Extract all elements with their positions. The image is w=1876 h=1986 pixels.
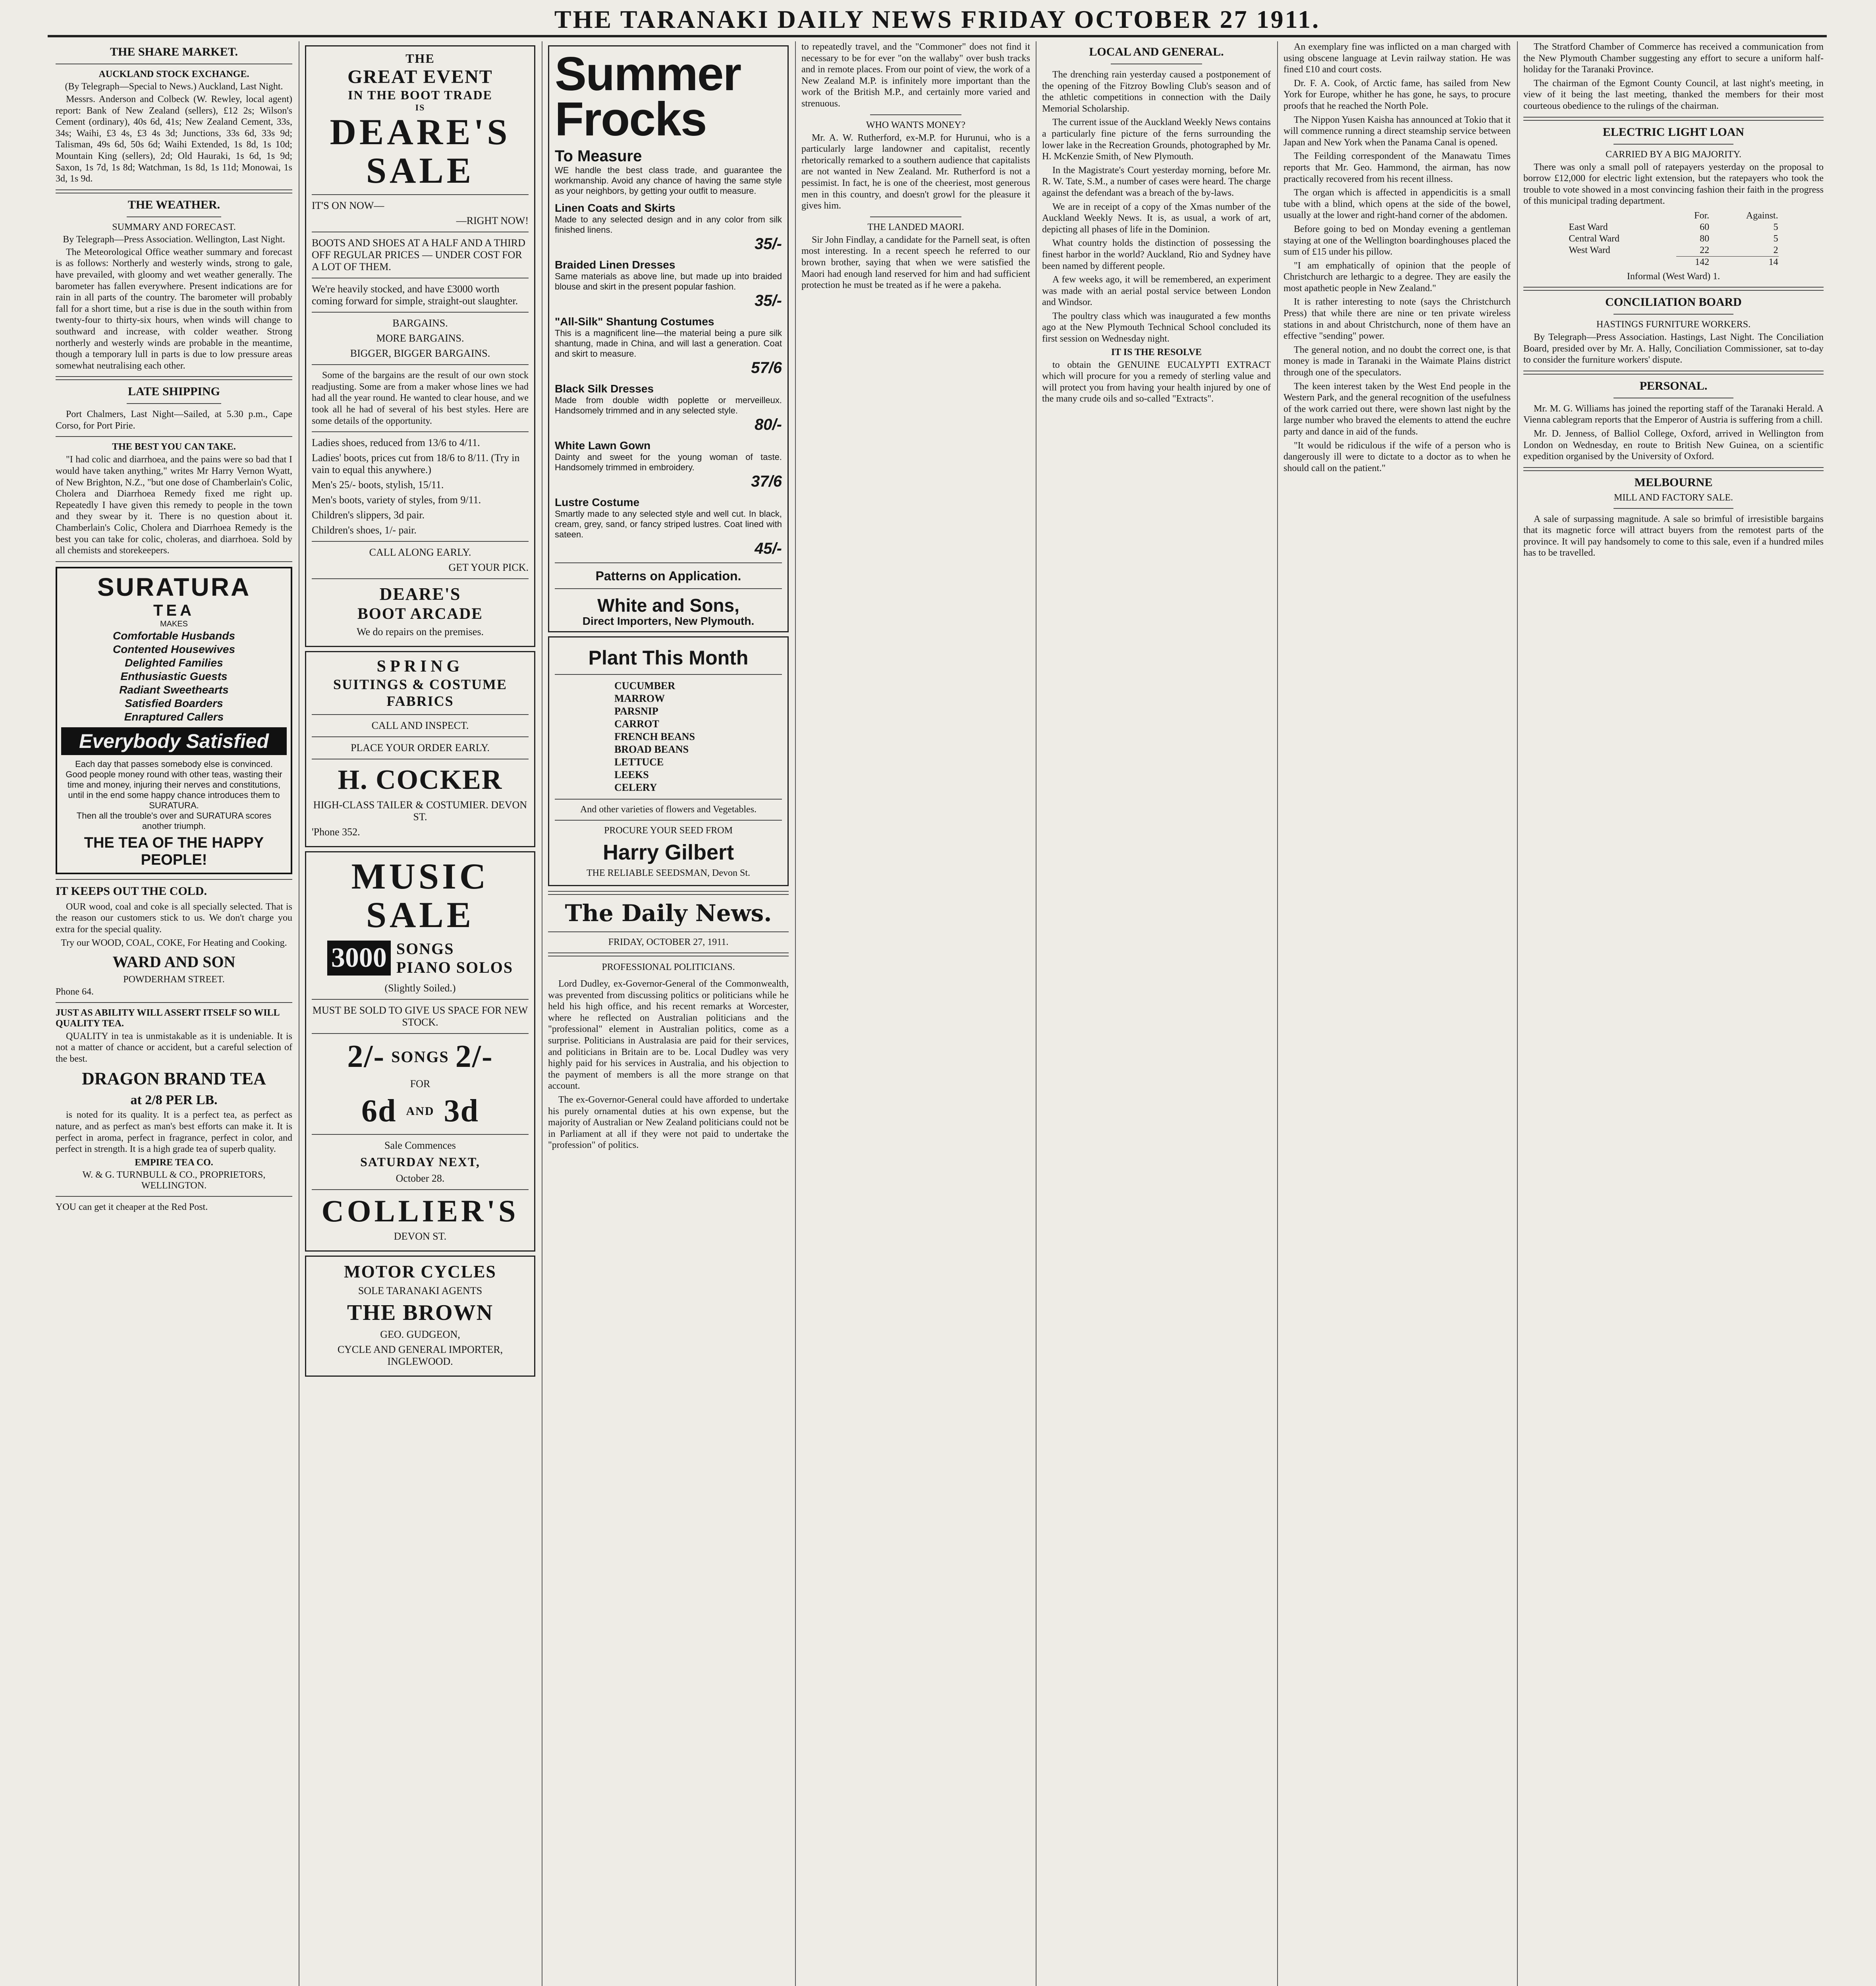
price-2s: 2/- (347, 1039, 385, 1074)
conciliation-sub: HASTINGS FURNITURE WORKERS. (1596, 319, 1751, 330)
boot-trade: IN THE BOOT TRADE (348, 88, 492, 102)
plant-item: PARSNIP (614, 705, 658, 717)
the-brown: THE BROWN (347, 1300, 494, 1325)
suratura-makes: MAKES (160, 619, 188, 628)
column-6 (1283, 41, 1511, 1986)
suratura-tea: TEA (153, 601, 195, 619)
news-paragraph: We are in receipt of a copy of the Xmas number of the Auckland Weekly News. It is, as usual, a work of art, depicting all phases of life in the Dominion. (1042, 201, 1271, 235)
stock-note: We're heavily stocked, and have £3000 worth coming forward for simple, straight-out slaughter. (312, 283, 518, 307)
sole-agents: SOLE TARANAKI AGENTS (358, 1285, 483, 1297)
stock-exchange-heading: AUCKLAND STOCK EXCHANGE. (98, 69, 249, 79)
divider (1523, 467, 1824, 471)
summer-intro: WE handle the best class trade, and guarantee the workmanship. Avoid any chance of having the same style as your neighbors, by getting your outfit to measure. (555, 165, 782, 196)
poll-row (1568, 222, 1778, 233)
shipping-heading: LATE SHIPPING (128, 385, 220, 398)
divider (555, 799, 782, 800)
item-price: 80/- (755, 416, 782, 433)
white-and-sons-sub: Direct Importers, New Plymouth. (582, 615, 755, 627)
colliers-music-sale-advert (305, 851, 535, 1252)
divider (870, 216, 961, 217)
poll-table (1568, 210, 1778, 268)
poll-ward: West Ward (1569, 245, 1610, 256)
divider (127, 403, 221, 404)
melbourne-sub: MILL AND FACTORY SALE. (1614, 492, 1733, 503)
cocker-sub: HIGH-CLASS TAILER & COSTUMIER. DEVON ST. (313, 799, 527, 823)
sale-commences: Sale Commences (384, 1140, 456, 1151)
great-event: GREAT EVENT (347, 66, 493, 87)
informal-votes: Informal (West Ward) 1. (1627, 271, 1720, 282)
news-paragraph: The current issue of the Auckland Weekly News contains a particularly fine picture of the ferns surrounding the lower lake in the Recreation Grounds, photographed by Mr. H. McKenzie Smith, of New Plymouth. (1042, 117, 1271, 162)
news-paragraph: The keen interest taken by the West End people in the Western Park, and the general recognition of the usefulness of the work carried out there, were shown last night by the large number who braved the elements to attend the euchre party and dance in aid of the funds. (1283, 381, 1511, 437)
poll-ward: Central Ward (1569, 233, 1619, 244)
dragon-price: at 2/8 PER LB. (130, 1093, 218, 1108)
price-item: Children's slippers, 3d pair. (312, 509, 425, 521)
suratura-line: Contented Housewives (112, 643, 235, 655)
item-text: Same materials as above line, but made up into braided blouse and skirt in the present popular fashion. (555, 271, 782, 292)
masthead: THE TARANAKI DAILY NEWS FRIDAY OCTOBER 27 1911. (554, 5, 1320, 33)
leader-paragraph: The ex-Governor-General could have afforded to undertake his purely ornamental duties at his own expense, but the majority of Australian or New Zealand politicians could not be in Parliament at all if they were not paid to undertake the "profession" of politics. (548, 1094, 789, 1151)
divider (312, 364, 529, 365)
place-order: PLACE YOUR ORDER EARLY. (351, 742, 490, 754)
landed-maori-heading: THE LANDED MAORI. (867, 222, 964, 232)
plant-item: CARROT (614, 718, 659, 730)
editorial-date: FRIDAY, OCTOBER 27, 1911. (608, 937, 729, 947)
sale-body: Some of the bargains are the result of our own stock readjusting. Some are from a maker whose lines we had had all the year round. He wanted to clear house, and we took all he had of several of his best styles. Here are some details of the opportunity. (312, 370, 529, 426)
news-paragraph: The general notion, and no doubt the correct one, is that money is made in Taranaki in the Waimate Plains district through one of the speculators. (1283, 344, 1511, 378)
divider (870, 114, 961, 115)
divider (1614, 508, 1733, 509)
plant-item: LEEKS (614, 769, 649, 780)
column-1 (56, 41, 292, 1986)
deares-title: DEARE'S (330, 112, 511, 152)
electric-light-paragraph: There was only a small poll of ratepayers yesterday on the proposal to borrow £12,000 for electric light extension, but the ratepayers who took the trouble to vote showed in a most convincing fashion their faith in the progress of this municipal trading department. (1523, 162, 1824, 207)
plant-this-month-advert (548, 636, 789, 886)
is-label: IS (415, 102, 425, 112)
must-be-sold: MUST BE SOLD TO GIVE US SPACE FOR NEW STOCK. (312, 1005, 528, 1028)
divider (555, 674, 782, 675)
everybody-satisfied-banner: Everybody Satisfied (61, 727, 287, 755)
suratura-text: Then all the trouble's over and SURATURA scores another triumph. (76, 810, 272, 831)
divider (312, 999, 529, 1000)
item-price: 37/6 (751, 473, 782, 490)
price-item: Children's shoes, 1/- pair. (312, 524, 417, 536)
electric-light-sub: CARRIED BY A BIG MAJORITY. (1605, 149, 1742, 160)
bigger-bargains: BIGGER, BIGGER BARGAINS. (350, 348, 490, 359)
divider (555, 562, 782, 563)
and-label: AND (406, 1104, 434, 1118)
songs-piano (396, 939, 513, 977)
divider (312, 714, 529, 715)
item-price: 57/6 (751, 359, 782, 377)
plant-item: CELERY (614, 782, 657, 793)
masthead-rule (48, 35, 1827, 37)
coal-advert: OUR wood, coal and coke is all specially selected. That is the reason our customers stick to us. We don't charge you extra for the special quality. (56, 901, 292, 935)
count-3000: 3000 (327, 941, 391, 976)
fabrics: FABRICS (386, 693, 454, 709)
poll-col-for: For. (1694, 210, 1710, 221)
news-paragraph: What country holds the distinction of possessing the finest harbor in the world? Auckland, Rio and Sydney have been named by different people. (1042, 238, 1271, 271)
poll-against: 5 (1773, 222, 1778, 232)
column-7 (1523, 41, 1824, 1986)
call-inspect: CALL AND INSPECT. (371, 720, 469, 732)
item-heading: "All-Silk" Shantung Costumes (555, 315, 714, 328)
divider (56, 189, 292, 193)
column-5 (1042, 41, 1271, 1986)
news-paragraph: "I am emphatically of opinion that the people of Christchurch are lethargic to a degree. They are easily the most apathetic people in New Zealand." (1283, 260, 1511, 294)
suratura-name: SURATURA (97, 572, 251, 601)
frocks-title: Frocks (555, 93, 706, 146)
suitings: SUITINGS & COSTUME (333, 676, 508, 693)
suratura-text: Good people money round with other teas, wasting their time and money, injuring their nerves and constitutions, until in the end some happy chance introduces them to SURATURA. (66, 769, 282, 810)
slightly-soiled: (Slightly Soiled.) (384, 982, 456, 994)
item-text: Smartly made to any selected style and well cut. In black, cream, grey, sand, or fancy striped lustres. Coat lined with sateen. (555, 509, 782, 539)
plant-item: FRENCH BEANS (614, 731, 695, 742)
poll-col-against: Against. (1746, 210, 1778, 221)
dragon-text: is noted for its quality. It is a perfect tea, as perfect as nature, and as perfect as man's best efforts can make it. It is perfect in aroma, perfect in fragrance, perfect in color, and perfect in strength. It is a high grade tea of superb quality. (56, 1110, 292, 1155)
conciliation-paragraph: By Telegraph—Press Association. Hastings, Last Night. The Conciliation Board, presided over by Mr. A. Hally, Conciliation Commissioner, sat to-day to consider the furniture workers' dispute. (1523, 332, 1824, 365)
suratura-slogan: THE TEA OF THE HAPPY PEOPLE! (84, 834, 264, 868)
divider (56, 1196, 292, 1197)
weather-heading: THE WEATHER. (127, 198, 220, 211)
divider (56, 879, 292, 880)
divider (1523, 371, 1824, 375)
divider (312, 578, 529, 579)
divider (312, 1189, 529, 1190)
half-price: BOOTS AND SHOES AT A HALF AND A THIRD OFF REGULAR PRICES — UNDER COST FOR A LOT OF THEM. (312, 237, 525, 273)
electric-light-heading: ELECTRIC LIGHT LOAN (1602, 125, 1745, 139)
shipping-report: Port Chalmers, Last Night—Sailed, at 5.30 p.m., Cape Corso, for Port Pirie. (56, 409, 292, 431)
divider (1614, 314, 1733, 315)
stock-report: Messrs. Anderson and Colbeck (W. Rewley, local agent) report: Bank of New Zealand (sellers), £12 2s; Wilson's Cement (ordinary), 40s 6d, 41s; New Zealand Cement, 33s, 34s; Waihi, £3 4s, £3 4s 3d; Junctions, 33s 6d, 33s 9d; Talisman, 49s 6d, 50s 6d; Waihi Extended, 1s 8d, 1s 10d; Mountain King (sellers), 2d; Old Hauraki, 1s 6d, 1s 9d; Saxon, 1s 7d, 1s 8d; Watchman, 1s 8d, 1s 11d; Monowai, 1s 3d, 1s 9d. (56, 94, 292, 184)
dateline: By Telegraph—Press Association. Wellington, Last Night. (63, 234, 285, 245)
poll-header-row (1568, 210, 1778, 222)
news-paragraph: The Feilding correspondent of the Manawatu Times reports that Mr. Geo. Hammond, the airman, has now practically recovered from his recent illness. (1283, 151, 1511, 184)
news-paragraph: The drenching rain yesterday caused a postponement of the opening of the Fitzroy Bowling Club's season and of the athletic competitions in connection with the Daily Memorial Scholarship. (1042, 70, 1271, 114)
white-and-sons: White and Sons, (597, 595, 739, 616)
column-rule (795, 41, 796, 1986)
songs-label: SONGS (391, 1048, 449, 1066)
price-2s: 2/- (455, 1039, 493, 1074)
poll-against: 5 (1773, 233, 1778, 244)
music-sale-title: SALE (366, 894, 475, 935)
harry-gilbert: Harry Gilbert (602, 840, 734, 864)
column-rule (1277, 41, 1278, 1986)
item-text: This is a magnificent line—the material being a pure silk shantung, made in China, and will last a generation. Coat and skirt to measure. (555, 328, 782, 359)
cocker-tailor-advert (305, 651, 535, 847)
poll-row (1568, 245, 1778, 257)
melbourne-paragraph: A sale of surpassing magnitude. A sale so brimful of irresistible bargains that its magnetic force will attract buyers from the remotest parts of the province. It will pay handsomely to come to this sale, even if a hundred miles has to be travelled. (1523, 514, 1824, 558)
resolve-heading: IT IS THE RESOLVE (1111, 347, 1202, 357)
quality-tea-text: QUALITY in tea is unmistakable as it is undeniable. It is not a matter of chance or accident, but a careful selection of the best. (56, 1031, 292, 1064)
suratura-line: Radiant Sweethearts (119, 683, 229, 696)
poll-ward: East Ward (1569, 222, 1608, 232)
ward-address: POWDERHAM STREET. (123, 974, 225, 985)
colliers-address: DEVON ST. (394, 1231, 447, 1242)
news-paragraph: A few weeks ago, it will be remembered, an experiment was made with an aerial postal service between London and Windsor. (1042, 274, 1271, 308)
personal-paragraph: Mr. M. G. Williams has joined the reporting staff of the Taranaki Herald. A Vienna cablegram reports that the Emperor of Austria is suffering from a chill. (1523, 403, 1824, 425)
local-general-heading: LOCAL AND GENERAL. (1089, 45, 1224, 58)
cycle-importer: CYCLE AND GENERAL IMPORTER, INGLEWOOD. (337, 1344, 503, 1368)
poll-against: 2 (1773, 245, 1778, 255)
poll-for: 80 (1700, 233, 1710, 244)
quality-tea-heading: JUST AS ABILITY WILL ASSERT ITSELF SO WILL QUALITY TEA. (56, 1007, 280, 1029)
divider (312, 736, 529, 737)
poll-row (1568, 233, 1778, 245)
procure-seed: PROCURE YOUR SEED FROM (604, 825, 733, 836)
get-pick: GET YOUR PICK. (448, 562, 529, 574)
plant-heading: Plant This Month (588, 647, 749, 669)
divider (56, 436, 292, 437)
plant-item: BROAD BEANS (614, 744, 689, 755)
divider (127, 216, 221, 217)
item-text: Made to any selected design and in any color from silk finished linens. (555, 214, 782, 235)
boot-arcade: BOOT ARCADE (357, 605, 483, 623)
column-4 (801, 41, 1030, 1986)
right-now: —RIGHT NOW! (456, 215, 529, 227)
item-price: 35/- (755, 292, 782, 309)
news-paragraph: An exemplary fine was inflicted on a man charged with using obscene language at Levin railway station. He was fined £10 and court costs. (1283, 42, 1511, 75)
ward-and-son: WARD AND SON (112, 952, 235, 971)
poll-total-for: 142 (1676, 256, 1710, 268)
spring: SPRING (376, 657, 464, 676)
deares-sale-advert (305, 45, 535, 647)
on-now: IT'S ON NOW— (312, 200, 384, 212)
melbourne-heading: MELBOURNE (1634, 475, 1713, 489)
plant-item: LETTUCE (614, 756, 664, 768)
colliers-name: COLLIER'S (321, 1194, 519, 1229)
divider (56, 561, 292, 562)
empire-proprietors: W. & G. TURNBULL & CO., PROPRIETORS, WELLINGTON. (82, 1169, 266, 1191)
item-price: 45/- (755, 540, 782, 557)
news-paragraph: The chairman of the Egmont County Council, at last night's meeting, in view of it being the last meeting, thanked the members for their most courteous obedience to the rulings of the chairman. (1523, 78, 1824, 111)
divider (312, 312, 529, 313)
summer-frocks-advert (548, 45, 789, 632)
remedy-heading: THE BEST YOU CAN TAKE. (112, 442, 236, 452)
poll-total-against: 14 (1710, 256, 1778, 268)
sale-title: SALE (366, 150, 475, 191)
divider (56, 376, 292, 380)
conciliation-heading: CONCILIATION BOARD (1605, 295, 1742, 309)
more-bargains: MORE BARGAINS. (376, 332, 464, 344)
price-item: Ladies' boots, prices cut from 18/6 to 8/11. (Try in vain to equal this anywhere.) (312, 452, 520, 476)
songs-row (312, 939, 529, 977)
poll-total-row (1568, 256, 1778, 268)
price-3d: 3d (444, 1093, 479, 1129)
music-title: MUSIC (351, 856, 489, 897)
motor-cycles: MOTOR CYCLES (344, 1262, 496, 1282)
gudgeon: GEO. GUDGEON, (380, 1329, 460, 1341)
songs: SONGS (396, 940, 454, 958)
price-item: Men's 25/- boots, stylish, 15/11. (312, 479, 444, 491)
item-heading: Braided Linen Dresses (555, 259, 676, 271)
share-market-heading: THE SHARE MARKET. (110, 45, 238, 58)
divider (548, 931, 789, 932)
divider (1523, 117, 1824, 121)
cocker-phone: 'Phone 352. (312, 826, 360, 838)
dateline: (By Telegraph—Special to News.) Auckland, Last Night. (65, 81, 283, 92)
divider (548, 891, 789, 895)
suratura-line: Enraptured Callers (124, 710, 224, 723)
price-6d: 6d (361, 1093, 397, 1129)
empire-tea: EMPIRE TEA CO. (135, 1157, 213, 1168)
suratura-line: Delighted Families (125, 656, 223, 669)
divider (312, 541, 529, 542)
sale-date: October 28. (396, 1173, 445, 1184)
landed-maori-paragraph: Sir John Findlay, a candidate for the Parnell seat, is often most interesting. In a recent speech he referred to our brown brother, saying that when we were satisfied the Maori had enough land reserved for him and had sufficient protection he must be treated as if he were a pakeha. (801, 234, 1030, 291)
piano-solos: PIANO SOLOS (396, 958, 513, 977)
suratura-line: Satisfied Boarders (125, 697, 223, 709)
dragon-brand-tea: DRAGON BRAND TEA (82, 1069, 266, 1089)
money-heading: WHO WANTS MONEY? (866, 120, 966, 130)
suratura-line: Comfortable Husbands (112, 629, 235, 642)
news-paragraph: The Stratford Chamber of Commerce has received a communication from the New Plymouth Chamber suggesting any effort to secure a uniform half-holiday for the Taranaki Province. (1523, 42, 1824, 75)
summer-title: Summer (555, 47, 741, 100)
item-heading: Lustre Costume (555, 496, 640, 508)
daily-news-nameplate: The Daily News. (565, 900, 772, 927)
item-text: Made from double width poplette or merveilleux. Handsomely trimmed and in any selected style. (555, 395, 782, 415)
coal-intro: IT KEEPS OUT THE COLD. (56, 884, 207, 898)
repairs-note: We do repairs on the premises. (357, 626, 484, 638)
poll-for: 60 (1700, 222, 1710, 232)
other-varieties: And other varieties of flowers and Vegetables. (580, 804, 757, 815)
divider (312, 1033, 529, 1034)
news-paragraph: In the Magistrate's Court yesterday morning, before Mr. R. W. Tate, S.M., a number of cases were heard. The charge against the defendant was a breach of the by-laws. (1042, 165, 1271, 198)
editorial-continued: to repeatedly travel, and the "Commoner" does not find it necessary to be for ever "on the wallaby" over bush tracks and in remote places. From our point of view, the work of a New Zealand M.P. is infinitely more important than the work of the British M.P., and certainly more varied and strenuous. (801, 42, 1030, 109)
weather-subheading: SUMMARY AND FORECAST. (112, 222, 236, 232)
plant-item: MARROW (614, 693, 665, 704)
divider (312, 431, 529, 432)
item-text: Dainty and sweet for the young woman of taste. Handsomely trimmed in embroidery. (555, 452, 782, 472)
divider (555, 820, 782, 821)
suratura-text: Each day that passes somebody else is convinced. (75, 759, 273, 769)
to-measure: To Measure (555, 147, 642, 165)
price-row-2 (312, 1093, 529, 1129)
item-heading: White Lawn Gown (555, 439, 651, 452)
plant-item: CUCUMBER (614, 680, 676, 692)
personal-paragraph: Mr. D. Jenness, of Balliol College, Oxford, arrived in Wellington from London on Wednesday, en route to British New Guinea, on a scientific expedition organised by the University of Oxford. (1523, 428, 1824, 462)
leader-paragraph: Lord Dudley, ex-Governor-General of the Commonwealth, was prevented from discussing politics or politicians while he held his high office, and his recent remarks at Worcester, where he reflected on Australian politicians and the "professional" element in Australian politics, come as a surprise. Politicians in Australasia are paid for their services, and politicians in Britain are to be. Local Dudley was very highly paid for his services in Australia, and his objection to the payment of members is all the more strange on that account. (548, 979, 789, 1092)
call-early: CALL ALONG EARLY. (369, 547, 471, 558)
saturday-next: SATURDAY NEXT, (360, 1155, 480, 1169)
item-price: 35/- (755, 235, 782, 253)
seedsman: THE RELIABLE SEEDSMAN, Devon St. (587, 868, 750, 878)
price-row-1 (312, 1039, 529, 1075)
divider (56, 1002, 292, 1003)
news-paragraph: "It would be ridiculous if the wife of a person who is dangerously ill were to dictate to a doctor as to when he should call on the patient." (1283, 440, 1511, 473)
news-paragraph: The Nippon Yusen Kaisha has announced at Tokio that it will commence running a direct steamship service between Japan and New York when the Panama Canal is opened. (1283, 114, 1511, 148)
price-item: Men's boots, variety of styles, from 9/11. (312, 494, 481, 506)
divider (1523, 287, 1824, 291)
cocker-name: H. COCKER (338, 765, 503, 796)
divider (1614, 144, 1733, 145)
suratura-line: Enthusiastic Guests (120, 670, 228, 682)
news-paragraph: It is rather interesting to note (says the Christchurch Press) that while there are nine or ten private wireless stations in and about Christchurch, none of them have an effective "sending" power. (1283, 297, 1511, 342)
suratura-tea-advert (56, 567, 292, 874)
news-paragraph: The poultry class which was inaugurated a few months ago at the New Plymouth Technical School concluded its first session on Wednesday night. (1042, 311, 1271, 344)
weather-report: The Meteorological Office weather summary and forecast is as follows: Northerly and westerly winds, strong to gale, have prevailed, with gloomy and wet weather generally. The barometer has fallen everywhere. Present indications are for rain in all parts of the country. The barometer will probably fall for a short time, but a rise is due in the south within from twenty-four to thirty-six hours, when winds will change to southward and increase, with colder weather. Strong northerly and westerly winds are probable in the meantime, though a temporary lull in parts is due to low pressure areas somewhat neutralising each other. (56, 247, 292, 371)
deares-arcade: DEARE'S (379, 584, 461, 604)
coal-list: Try our WOOD, COAL, COKE, For Heating and Cooking. (61, 937, 287, 948)
divider (548, 952, 789, 956)
leader-heading: PROFESSIONAL POLITICIANS. (602, 962, 735, 972)
resolve-paragraph: to obtain the GENUINE EUCALYPTI EXTRACT which will procure for you a remedy of sterling value and will protect you from having your health injured by one of the many crude oils and so-called "Extracts". (1042, 359, 1271, 404)
divider (312, 1134, 529, 1135)
bargains: BARGAINS. (392, 317, 448, 329)
remedy-advert: "I had colic and diarrhoea, and the pains were so bad that I would have taken anything," writes Mr Harry Vernon Wyatt, of New Brighton, N.Z., "but one dose of Chamberlain's Colic, Cholera and Diarrhoea Remedy fixed me right up. Repeatedly I have given this remedy to people in the town and they swear by it. There is no question about it. Chamberlain's Colic, Cholera and Diarrhoea Remedy is the best you can take for colic, choleras, and diarrhoea. Sold by all chemists and storekeepers. (56, 454, 292, 556)
column-3 (548, 41, 789, 1986)
personal-heading: PERSONAL. (1639, 379, 1708, 392)
motor-cycles-advert (305, 1256, 535, 1377)
patterns-note: Patterns on Application. (595, 569, 741, 583)
divider (312, 194, 529, 195)
news-paragraph: Before going to bed on Monday evening a gentleman staying at one of the Wellington boardinghouses placed the sum of £15 under his pillow. (1283, 224, 1511, 257)
money-paragraph: Mr. A. W. Rutherford, ex-M.P. for Hurunui, who is a particularly large landowner and capitalist, recently rhetorically remarked to a southern audience that capitalists are not wanted in New Zealand. Mr. Rutherford is not a pessimist. In fact, he is one of the cheeriest, most generous men in this country, and doesn't growl for the pleasure it gives him. (801, 132, 1030, 211)
red-post-line: YOU can get it cheaper at the Red Post. (56, 1202, 208, 1212)
ward-phone: Phone 64. (56, 986, 94, 997)
the-label: THE (405, 51, 435, 66)
price-item: Ladies shoes, reduced from 13/6 to 4/11. (312, 437, 480, 449)
news-paragraph: Dr. F. A. Cook, of Arctic fame, has sailed from New York for Europe, whither he has gone, he says, to procure proofs that he reached the North Pole. (1283, 78, 1511, 111)
for-label: FOR (410, 1078, 430, 1090)
news-paragraph: The organ which is affected in appendicitis is a small tube with a blind, which opens at the side of the bowel, usually at the lower and right-hand corner of the abdomen. (1283, 187, 1511, 221)
column-rule (1517, 41, 1518, 1986)
item-heading: Linen Coats and Skirts (555, 202, 676, 214)
column-2 (305, 41, 535, 1986)
plant-list (555, 680, 782, 794)
poll-for: 22 (1700, 245, 1710, 255)
divider (555, 588, 782, 589)
item-heading: Black Silk Dresses (555, 383, 654, 395)
